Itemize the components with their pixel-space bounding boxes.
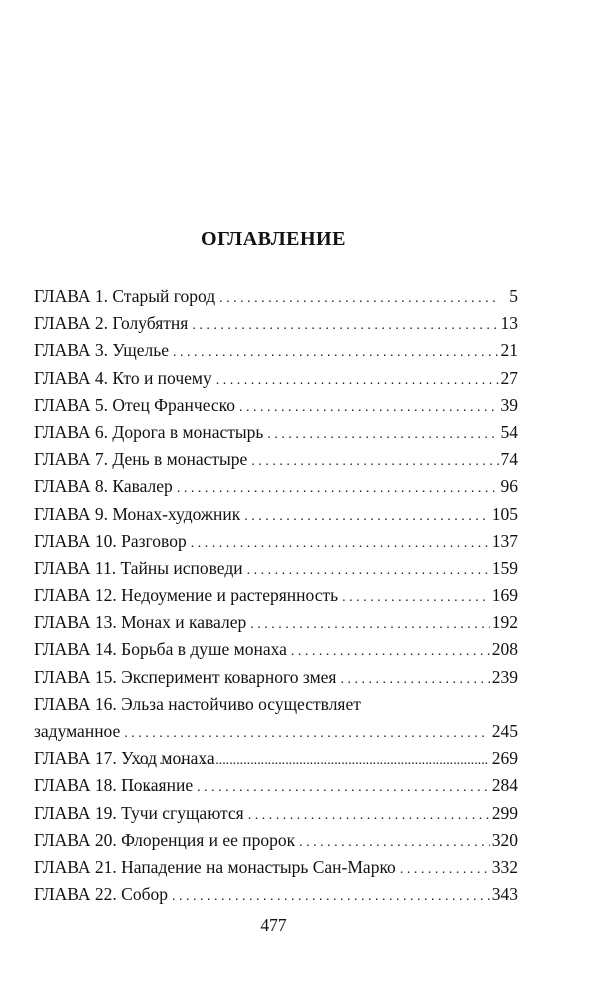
toc-entry-label: ГЛАВА 9. Монах-художник — [34, 503, 241, 524]
toc-entry-13 — [34, 609, 518, 636]
toc-entry-label-continued: задуманное — [34, 721, 121, 741]
toc-title: ОГЛАВЛЕНИЕ — [201, 228, 346, 250]
toc-entry-label: ГЛАВА 2. Голубятня — [34, 313, 189, 334]
toc-entry-1 — [34, 283, 518, 310]
toc-entry-16 — [34, 691, 518, 745]
toc-entry-4 — [34, 365, 518, 392]
toc-entry-11 — [34, 555, 518, 582]
leader-dots — [244, 503, 490, 530]
toc-entry-label: ГЛАВА 10. Разговор — [34, 530, 187, 551]
toc-entry-page: 105 — [491, 503, 518, 524]
toc-entry-17 — [34, 745, 518, 772]
toc-entry-19 — [34, 800, 518, 827]
toc-entry-page: 169 — [491, 585, 518, 606]
toc-list — [34, 283, 518, 908]
toc-entry-label: ГЛАВА 20. Флоренция и ее пророк — [34, 829, 296, 850]
leader-dots — [216, 367, 499, 394]
toc-entry-page: 208 — [491, 639, 518, 660]
leader-dots — [197, 774, 490, 801]
toc-entry-page: 269 — [491, 748, 518, 769]
toc-entry-label: ГЛАВА 14. Борьба в душе монаха — [34, 639, 287, 660]
toc-entry-20 — [34, 827, 518, 854]
page-number: 477 — [260, 915, 287, 935]
toc-entry-page: 5 — [509, 286, 518, 306]
toc-entry-label: ГЛАВА 21. Нападение на монастырь Сан-Марко — [34, 856, 396, 877]
toc-entry-label: ГЛАВА 8. Кавалер — [34, 476, 173, 497]
toc-entry-22 — [34, 881, 518, 908]
toc-entry-label: ГЛАВА 15. Эксперимент коварного змея — [34, 666, 337, 687]
toc-entry-label: ГЛАВА 19. Тучи сгущаются — [34, 802, 244, 823]
leader-dots — [248, 802, 490, 829]
toc-entry-label: ГЛАВА 22. Собор — [34, 884, 168, 905]
toc-entry-12 — [34, 582, 518, 609]
toc-entry-18 — [34, 772, 518, 799]
leader-dots — [192, 312, 498, 339]
toc-entry-label: ГЛАВА 17. Уход монаха — [34, 748, 215, 769]
leader-dots — [291, 638, 490, 665]
toc-entry-label: ГЛАВА 4. Кто и почему — [34, 367, 212, 388]
leader-dots — [340, 666, 489, 693]
toc-entry-page: 74 — [500, 449, 518, 470]
leader-dots — [219, 285, 500, 312]
toc-entry-2 — [34, 310, 518, 337]
leader-dots — [342, 584, 490, 611]
toc-entry-page: 96 — [500, 476, 518, 497]
toc-entry-label: ГЛАВА 5. Отец Франческо — [34, 394, 236, 415]
leader-dots — [219, 747, 490, 774]
toc-entry-label: ГЛАВА 1. Старый город — [34, 286, 216, 306]
leader-dots — [191, 530, 490, 557]
toc-entry-15 — [34, 664, 518, 691]
toc-entry-page: 192 — [491, 612, 518, 633]
leader-dots — [299, 829, 490, 856]
toc-entry-9 — [34, 501, 518, 528]
toc-entry-21 — [34, 854, 518, 881]
leader-dots — [177, 475, 499, 502]
leader-dots — [267, 421, 498, 448]
leader-dots — [239, 394, 498, 421]
toc-entry-label: ГЛАВА 7. День в монастыре — [34, 449, 248, 470]
toc-entry-3 — [34, 337, 518, 364]
toc-entry-10 — [34, 528, 518, 555]
toc-entry-14 — [34, 636, 518, 663]
toc-entry-page: 27 — [500, 367, 518, 388]
toc-entry-page: 299 — [491, 802, 518, 823]
toc-entry-5 — [34, 392, 518, 419]
toc-entry-label: ГЛАВА 13. Монах и кавалер — [34, 612, 247, 633]
toc-entry-label: ГЛАВА 12. Недоумение и растерянность — [34, 585, 339, 606]
toc-entry-label: ГЛАВА 16. Эльза настойчиво осуществляет — [34, 693, 361, 714]
leader-dots — [400, 856, 490, 883]
toc-entry-page: 284 — [491, 775, 518, 796]
leader-dots — [173, 339, 499, 366]
toc-entry-page: 13 — [500, 313, 518, 334]
leader-dots — [247, 557, 490, 584]
toc-entry-label: ГЛАВА 11. Тайны исповеди — [34, 557, 243, 578]
toc-entry-page: 21 — [500, 340, 518, 361]
leader-dots — [172, 883, 490, 910]
toc-entry-page: 39 — [500, 394, 518, 415]
toc-entry-8 — [34, 473, 518, 500]
toc-entry-page: 159 — [491, 557, 518, 578]
toc-entry-page: 239 — [491, 666, 518, 687]
toc-entry-label: ГЛАВА 3. Ущелье — [34, 340, 169, 361]
toc-entry-page: 245 — [491, 721, 518, 741]
toc-entry-page: 137 — [491, 530, 518, 551]
toc-entry-6 — [34, 419, 518, 446]
toc-entry-label: ГЛАВА 18. Покаяние — [34, 775, 194, 796]
toc-entry-page: 343 — [491, 884, 518, 905]
toc-entry-page: 54 — [500, 421, 518, 442]
leader-dots — [250, 611, 490, 638]
toc-entry-label: ГЛАВА 6. Дорога в монастырь — [34, 421, 264, 442]
leader-dots — [251, 448, 498, 475]
toc-entry-7 — [34, 446, 518, 473]
toc-entry-page: 332 — [491, 856, 518, 877]
toc-entry-page: 320 — [491, 829, 518, 850]
